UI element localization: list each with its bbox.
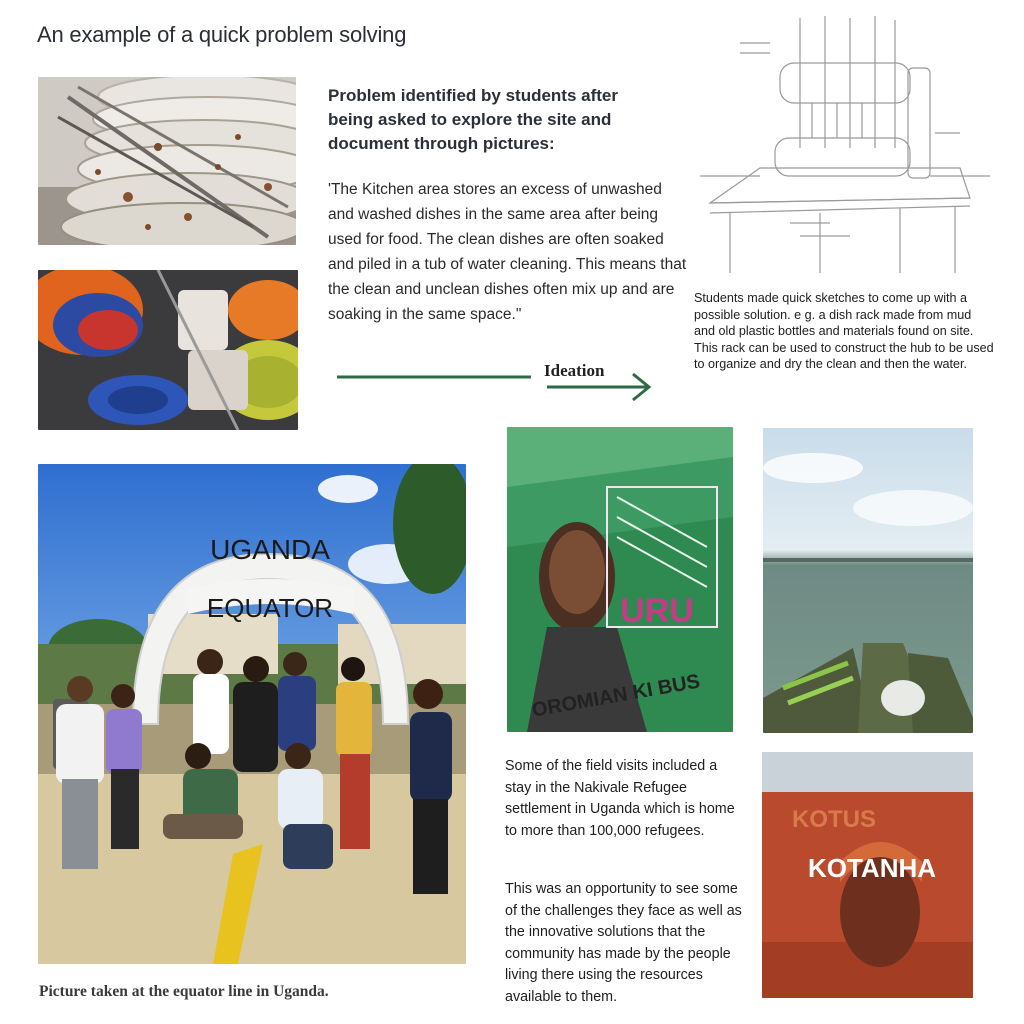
- problem-heading: Problem identified by students after being asked to explore the site and document through pictures:: [328, 86, 618, 153]
- page-title: An example of a quick problem solving: [37, 22, 407, 47]
- mural-green-text-1: OROMIAN KI BUS: [530, 670, 702, 722]
- mural-red-text-1: KOTUS: [792, 806, 876, 833]
- lake-boats-photo: [763, 428, 973, 733]
- mural-green-text-2: URU: [620, 592, 694, 630]
- red-mural-photo: [762, 752, 973, 998]
- green-mural-photo: [507, 427, 733, 732]
- sign-equator: EQUATOR: [206, 593, 334, 623]
- sign-uganda: UGANDA: [210, 534, 330, 565]
- problem-quote: 'The Kitchen area stores an excess of unwashed and washed dishes in the same area after being used for food. The clean dishes are often soaked and piled in a tub of water cleaning. This means that the clean and unclean dishes often mix up and are soaking in the same space.": [328, 181, 687, 323]
- dirty-dishes-photo: [38, 77, 296, 245]
- ideation-label: Ideation: [544, 361, 605, 380]
- equator-caption: Picture taken at the equator line in Uganda.: [39, 983, 329, 1000]
- mural-red-text-2: KOTANHA: [807, 853, 937, 883]
- equator-group-photo: [38, 464, 466, 964]
- dish-rack-sketch: [700, 8, 990, 280]
- opportunity-text: This was an opportunity to see some of the challenges they face as well as the innovative solutions that the community has made by the people living there using the resources available to them.: [505, 881, 742, 1005]
- ideation-arrow: [335, 368, 655, 404]
- sketch-description: Students made quick sketches to come up with a possible solution. e g. a dish rack made from mud and old plastic bottles and materials found on site. This rack can be used to construct the hub to be used to organize and dry the clean and then the water.: [694, 291, 994, 371]
- bowls-tub-photo: [38, 270, 298, 430]
- field-visits-text: Some of the field visits included a stay in the Nakivale Refugee settlement in Uganda which is home to more than 100,000 refugees.: [505, 758, 735, 839]
